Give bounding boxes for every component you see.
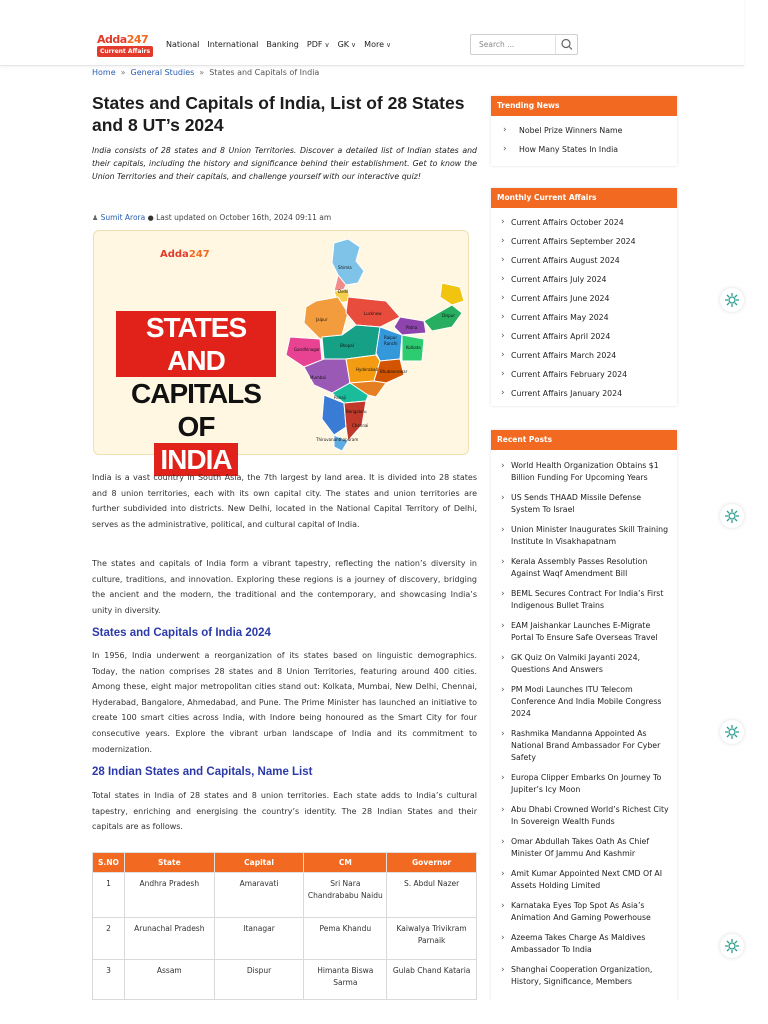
svg-text:Chennai: Chennai: [352, 423, 369, 428]
hero-line-1: STATES AND: [116, 311, 276, 377]
nav-item-international[interactable]: [207, 40, 258, 49]
search-box: [470, 34, 578, 55]
article-paragraph-1: India is a vast country in South Asia, the 7th largest by land area. It is divided into 28 states and 8 union territories, each with its own capital city. The states and union territories are further subdivided into districts. New Delhi, located in the National Capital Territory of Delhi, serves as the administrative, political, and cultural capital of India.: [92, 473, 477, 529]
svg-text:Jaipur: Jaipur: [316, 317, 328, 322]
breadcrumb: [92, 68, 319, 77]
table-cell: Pema Khandu: [304, 918, 387, 960]
recent-post-link[interactable]: › Azeema Takes Charge As Maldives Ambassador To India: [491, 932, 677, 956]
section-heading-states-capitals-2024: States and Capitals of India 2024: [92, 627, 271, 639]
table-cell: Sri Nara Chandrababu Naidu: [304, 873, 387, 918]
column-header: Capital: [214, 853, 304, 873]
monthly-affairs-link[interactable]: › Current Affairs September 2024: [491, 232, 677, 251]
recent-posts-list: [491, 450, 677, 988]
svg-text:Delhi: Delhi: [338, 289, 349, 294]
hero-line-3: INDIA: [154, 443, 237, 476]
breadcrumb-home[interactable]: Home: [92, 68, 116, 77]
breadcrumb-separator: »: [199, 68, 205, 77]
nav-item-label: National: [166, 40, 200, 49]
table-cell: 3: [93, 960, 125, 1000]
nav-item-banking[interactable]: [266, 40, 298, 49]
article-paragraph-3: In 1956, India underwent a reorganization of its states based on linguistic demographics. Today, the nation comprises 28 states and 8 Union Territories, featuring around 400 cities. Among these, eight major metropolitan cities stand out: Kolkata, Mumbai, New Delhi, Chennai, Hyderabad, Bangalore, Ahmedabad, and Pune. The Prime Minister has launched an initiative to create 100 smart cities across India, with Indore being honoured as the Smart City for four consecutive years. Explore the vibrant urban landscape of India and its commitment to modernization.: [92, 651, 477, 754]
recent-post-link[interactable]: › Union Minister Inaugurates Skill Training Institute In Visakhapatnam: [491, 524, 677, 548]
article-meta: [92, 213, 331, 222]
nav-item-label: GK: [337, 40, 350, 49]
recent-post-link[interactable]: › Rashmika Mandanna Appointed As National Brand Ambassador For Cyber Safety: [491, 728, 677, 764]
column-header: State: [124, 853, 214, 873]
monthly-affairs-link[interactable]: › Current Affairs March 2024: [491, 346, 677, 365]
recent-post-link[interactable]: › US Sends THAAD Missile Defense System To Israel: [491, 492, 677, 516]
monthly-affairs-link[interactable]: › Current Affairs October 2024: [491, 213, 677, 232]
trending-list: [491, 116, 677, 159]
recent-post-link[interactable]: › Shanghai Cooperation Organization, History, Significance, Members: [491, 964, 677, 988]
svg-text:Thiruvananthapuram: Thiruvananthapuram: [316, 437, 359, 442]
trending-news-widget: [491, 96, 677, 166]
recent-post-link[interactable]: › Omar Abdullah Takes Oath As Chief Minister Of Jammu And Kashmir: [491, 836, 677, 860]
svg-text:Kolkata: Kolkata: [406, 345, 421, 350]
table-cell: Himanta Biswa Sarma: [304, 960, 387, 1000]
ai-assistant-button[interactable]: [720, 288, 744, 312]
states-capitals-table: [92, 852, 477, 1000]
svg-text:Hyderabad: Hyderabad: [356, 367, 378, 372]
hero-line-2: CAPITALS OF: [131, 378, 261, 442]
monthly-affairs-link[interactable]: › Current Affairs January 2024: [491, 384, 677, 403]
hero-logo: Adda247: [160, 249, 210, 260]
monthly-list: [491, 208, 677, 403]
author-link[interactable]: Sumit Arora: [100, 213, 146, 222]
table-cell: Gulab Chand Kataria: [387, 960, 477, 1000]
table-cell: 2: [93, 918, 125, 960]
article-intro: India consists of 28 states and 8 Union Territories. Discover a detailed list of Indian states and their capitals, including the history and significance behind their establishment. Get to know the Union Territories and their capitals, and challenge yourself with our interactive quiz!: [92, 146, 477, 181]
ai-assistant-icon: [720, 504, 744, 528]
ai-assistant-button[interactable]: [720, 720, 744, 744]
recent-post-link[interactable]: › World Health Organization Obtains $1 Billion Funding For Upcoming Years: [491, 460, 677, 484]
trending-news-link[interactable]: › How Many States In India: [491, 140, 677, 159]
monthly-affairs-link[interactable]: › Current Affairs May 2024: [491, 308, 677, 327]
table-cell: Kaiwalya Trivikram Parnaik: [387, 918, 477, 960]
recent-post-link[interactable]: › Abu Dhabi Crowned World’s Richest City In Sovereign Wealth Funds: [491, 804, 677, 828]
site-header: [0, 0, 744, 66]
recent-posts-widget: [491, 430, 677, 1004]
chevron-down-icon: ∨: [386, 41, 392, 49]
monthly-current-affairs-widget: [491, 188, 677, 406]
recent-post-link[interactable]: › BEML Secures Contract For India’s First Indigenous Bullet Trains: [491, 588, 677, 612]
site-logo[interactable]: [97, 33, 149, 59]
svg-text:Lucknow: Lucknow: [364, 311, 382, 316]
column-header: S.NO: [93, 853, 125, 873]
ai-assistant-icon: [720, 934, 744, 958]
svg-text:Panaji: Panaji: [334, 395, 346, 400]
nav-item-label: International: [207, 40, 259, 49]
user-icon: ♟: [92, 214, 99, 222]
search-input[interactable]: [471, 35, 557, 54]
recent-post-link[interactable]: › Karnataka Eyes Top Spot As Asia’s Animation And Gaming Powerhouse: [491, 900, 677, 924]
table-cell: Andhra Pradesh: [124, 873, 214, 918]
page-title: States and Capitals of India, List of 28 States and 8 UT’s 2024: [92, 93, 465, 135]
ai-assistant-button[interactable]: [720, 504, 744, 528]
logo-wordmark: Adda247: [97, 33, 149, 46]
svg-text:Bengaluru: Bengaluru: [346, 409, 367, 414]
svg-text:Bhopal: Bhopal: [340, 343, 354, 348]
nav-item-label: More: [364, 40, 385, 49]
table-cell: Itanagar: [214, 918, 304, 960]
widget-title: Recent Posts: [491, 430, 677, 450]
nav-item-label: PDF: [306, 40, 323, 49]
table-cell: Assam: [124, 960, 214, 1000]
svg-text:Gandhinagar: Gandhinagar: [294, 347, 320, 352]
svg-text:Mumbai: Mumbai: [310, 375, 326, 380]
svg-text:Ranchi: Ranchi: [384, 341, 398, 346]
monthly-affairs-link[interactable]: › Current Affairs July 2024: [491, 270, 677, 289]
recent-post-link[interactable]: › PM Modi Launches ITU Telecom Conference And India Mobile Congress 2024: [491, 684, 677, 720]
nav-item-gk[interactable]: [338, 40, 357, 49]
article-paragraph-2: The states and capitals of India form a vibrant tapestry, reflecting the nation’s diversity in culture, traditions, and innovation. Exploring these regions is a journey of discovery, bridging the ancient and the modern, the traditional and the contemporary, and showcasing India’s unity in diversity.: [92, 559, 477, 615]
hero-headline: [116, 311, 276, 476]
recent-post-link[interactable]: › Europa Clipper Embarks On Journey To Jupiter’s Icy Moon: [491, 772, 677, 796]
nav-item-label: Banking: [266, 40, 299, 49]
ai-assistant-button[interactable]: [720, 934, 744, 958]
recent-post-link[interactable]: › EAM Jaishankar Launches E-Migrate Portal To Ensure Safe Overseas Travel: [491, 620, 677, 644]
svg-text:Raipur: Raipur: [384, 335, 397, 340]
recent-post-link[interactable]: › GK Quiz On Valmiki Jayanti 2024, Questions And Answers: [491, 652, 677, 676]
section-heading-name-list: 28 Indian States and Capitals, Name List: [92, 766, 313, 778]
column-header: CM: [304, 853, 387, 873]
table-cell: 1: [93, 873, 125, 918]
nav-item-national[interactable]: [166, 40, 199, 49]
last-updated: Last updated on October 16th, 2024 09:11 am: [156, 213, 332, 222]
hero-image: [93, 230, 469, 475]
monthly-affairs-link[interactable]: › Current Affairs April 2024: [491, 327, 677, 346]
logo-tag: Current Affairs: [97, 46, 153, 57]
widget-title: Monthly Current Affairs: [491, 188, 677, 208]
table-cell: Amaravati: [214, 873, 304, 918]
svg-text:Dispur: Dispur: [442, 313, 455, 318]
monthly-affairs-link[interactable]: › Current Affairs June 2024: [491, 289, 677, 308]
nav-item-more[interactable]: [364, 40, 391, 49]
table-row: [93, 873, 477, 918]
recent-post-link[interactable]: › Kerala Assembly Passes Resolution Against Waqf Amendment Bill: [491, 556, 677, 580]
column-header: Governor: [387, 853, 477, 873]
clock-icon: ●: [147, 214, 154, 222]
trending-news-link[interactable]: › Nobel Prize Winners Name: [491, 121, 677, 140]
svg-text:Shimla: Shimla: [338, 265, 352, 270]
breadcrumb-separator: »: [120, 68, 126, 77]
table-row: [93, 960, 477, 1000]
widget-title: Trending News: [491, 96, 677, 116]
table-cell: S. Abdul Nazer: [387, 873, 477, 918]
chevron-down-icon: ∨: [324, 41, 330, 49]
breadcrumb-section[interactable]: General Studies: [130, 68, 195, 77]
table-cell: Arunachal Pradesh: [124, 918, 214, 960]
search-icon[interactable]: [555, 35, 577, 54]
table-row: [93, 918, 477, 960]
monthly-affairs-link[interactable]: › Current Affairs February 2024: [491, 365, 677, 384]
svg-text:Patna: Patna: [406, 325, 418, 330]
nav-item-pdf[interactable]: [307, 40, 330, 49]
chevron-down-icon: ∨: [351, 41, 357, 49]
svg-text:Bhubaneswar: Bhubaneswar: [380, 369, 408, 374]
monthly-affairs-link[interactable]: › Current Affairs August 2024: [491, 251, 677, 270]
recent-post-link[interactable]: › Amit Kumar Appointed Next CMD Of AI Assets Holding Limited: [491, 868, 677, 892]
india-map-graphic: [276, 235, 466, 453]
breadcrumb-current: States and Capitals of India: [209, 68, 320, 77]
main-nav: [166, 40, 391, 49]
ai-assistant-icon: [720, 288, 744, 312]
ai-assistant-icon: [720, 720, 744, 744]
page-bottom-edge: [0, 1000, 768, 1024]
table-cell: Dispur: [214, 960, 304, 1000]
table-header-row: [93, 853, 477, 873]
article-paragraph-4: Total states in India of 28 states and 8 union territories. Each state adds to India’s cultural tapestry, enriching and energising the country’s identity. The 28 Indian States and their capitals are as follows.: [92, 791, 477, 832]
